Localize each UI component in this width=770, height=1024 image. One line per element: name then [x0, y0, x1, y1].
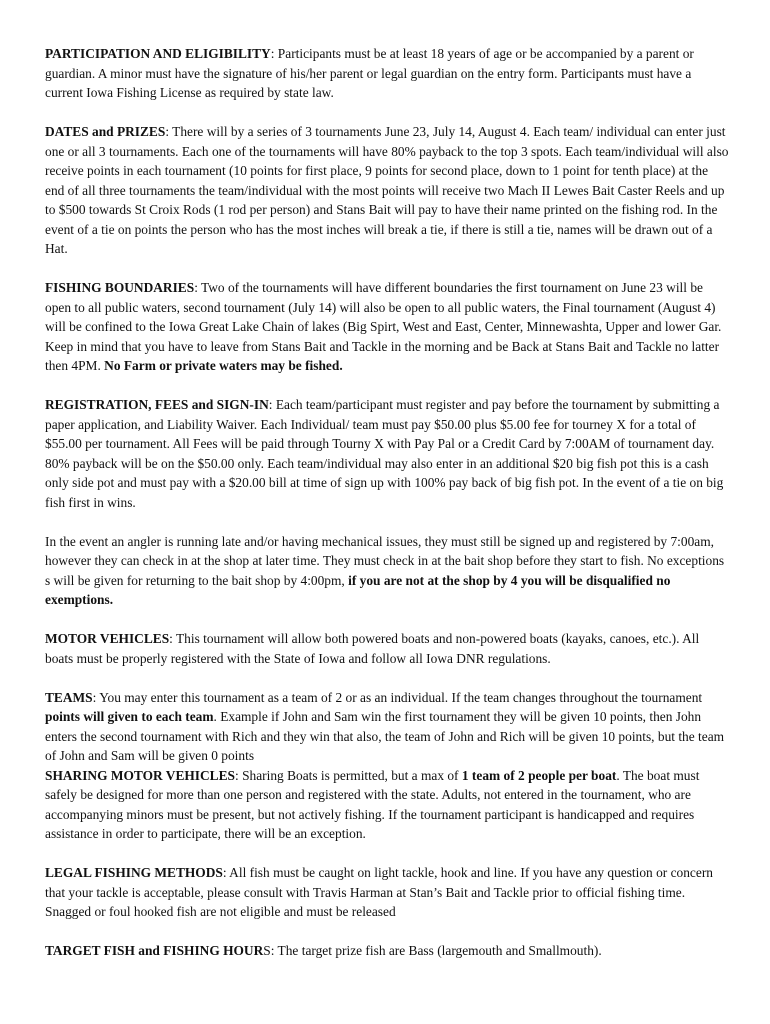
dates-section [45, 122, 730, 259]
boundaries-text: : Two of the tournaments will have different boundaries the first tournament on June 23 will be open to all public waters, second tournament (July 14) will also be open to all public waters, the Final tournament (August 4) will be confined to the Iowa Great Lake Chain of lakes (Big Spirt, West and East, Center, Minnewashta, Upper and lower Gar. Keep in mind that you have to leave from Stans Bait and Tackle in the morning and be Back at Stans Bait and Tackle no latter then 4PM. [45, 280, 722, 373]
target-heading-tail: S [263, 943, 271, 958]
target-section [45, 941, 730, 961]
registration-heading: REGISTRATION, FEES and SIGN-IN [45, 397, 269, 412]
late-bold-note: if you are not at the shop by 4 you will be disqualified no exemptions. [45, 572, 671, 607]
sharing-text-a: : Sharing Boats is permitted, but a max of [235, 767, 462, 783]
registration-text: : Each team/participant must register and pay before the tournament by submitting a paper application, and Liability Waiver. Each Individual/ team must pay $50.00 plus $5.00 fee for tourney X for a total of $55.00 per tournament. All Fees will be paid through Tourny X with Pay Pal or a Credit Card by 7:00AM of tournament day. 80% payback will be on the $50.00 only. Each team/individual may also enter in an additional $20 big fish pot this is a cash only side pot and must pay with a $20.00 bill at time of sign up with 100% pay back of big fish pot. In the event of a tie on big fish first in wins. [45, 397, 724, 510]
teams-section [45, 688, 730, 766]
late-text: In the event an angler is running late and/or having mechanical issues, they must still be signed up and registered by 7:00am, however they can check in at the shop at later time. They must check in at the bait shop before they start to fish. No exceptions s will be given for returning to the bait shop by 4:00pm, [45, 533, 725, 588]
dates-heading: DATES and PRIZES [45, 124, 166, 139]
dates-text: : There will by a series of 3 tournaments June 23, July 14, August 4. Each team/ individual can enter just one or all 3 tournaments. Each one of the tournaments will have 80% payback to the top 3 spots. Each team/individual will also receive points in each tournament (10 points for first place, 9 points for second place, down to 1 point for tenth place) at the end of all three tournaments the team/individual with the most points will receive two Mach II Lewes Bait Caster Reels and up to $500 towards St Croix Rods (1 rod per person) and Stans Bait will pay to have their name printed on the fishing rod. In the event of a tie on points the person who has the most inches will break a tie, if there is still a tie, names will be drawn out of a Hat. [45, 124, 729, 256]
registration-section [45, 395, 730, 512]
document-page [45, 44, 730, 961]
boundaries-bold-note: No Farm or private waters may be fished. [104, 358, 343, 373]
sharing-bold-note: 1 team of 2 people per boat [461, 767, 617, 783]
teams-bold-note: points will given to each team [45, 709, 214, 724]
participation-text: : Participants must be at least 18 years of age or be accompanied by a parent or guardian. A minor must have the signature of his/her parent or legal guardian on the entry form. Participants must have a current Iowa Fishing License as required by state law. [45, 46, 694, 100]
legal-section [45, 863, 730, 922]
participation-heading: PARTICIPATION AND ELIGIBILITY [45, 46, 271, 61]
boundaries-section [45, 278, 730, 376]
sharing-heading: SHARING MOTOR VEHICLES [45, 767, 235, 783]
participation-section [45, 44, 730, 103]
legal-text: : All fish must be caught on light tackle, hook and line. If you have any question or concern that your tackle is acceptable, please consult with Travis Harman at Stan’s Bait and Tackle prior to official fishing time. Snagged or foul hooked fish are not eligible and must be released [45, 865, 713, 919]
target-text: : The target prize fish are Bass (largemouth and Smallmouth). [270, 943, 602, 958]
sharing-section [45, 766, 730, 844]
teams-text-b: . Example if John and Sam win the first tournament they will be given 10 points, then John enters the second tournament with Rich and they win that also, the team of John and Rich will be given 10 points, but the team of John and Sam will be given 0 points [45, 709, 725, 763]
motor-section [45, 629, 730, 668]
target-heading: TARGET FISH and FISHING HOUR [45, 943, 264, 958]
motor-heading: MOTOR VEHICLES [45, 631, 170, 646]
boundaries-heading: FISHING BOUNDARIES [45, 280, 195, 295]
late-section [45, 532, 730, 610]
motor-text: : This tournament will allow both powered boats and non-powered boats (kayaks, canoes, etc.). All boats must be properly registered with the State of Iowa and follow all Iowa DNR regulations. [45, 631, 700, 666]
legal-heading: LEGAL FISHING METHODS [45, 865, 223, 880]
teams-heading: TEAMS [45, 689, 93, 705]
teams-text-a: : You may enter this tournament as a team of 2 or as an individual. If the team changes throughout the tournament [92, 689, 703, 705]
sharing-text-b: . The boat must safely be designed for more than one person and registered with the state. Adults, not entered in the tournament, who are accompanying minors must be present, but not actively fishing. If the tournament participant is handicapped and requires assistance in order to participate, there will be an exception. [45, 767, 700, 841]
